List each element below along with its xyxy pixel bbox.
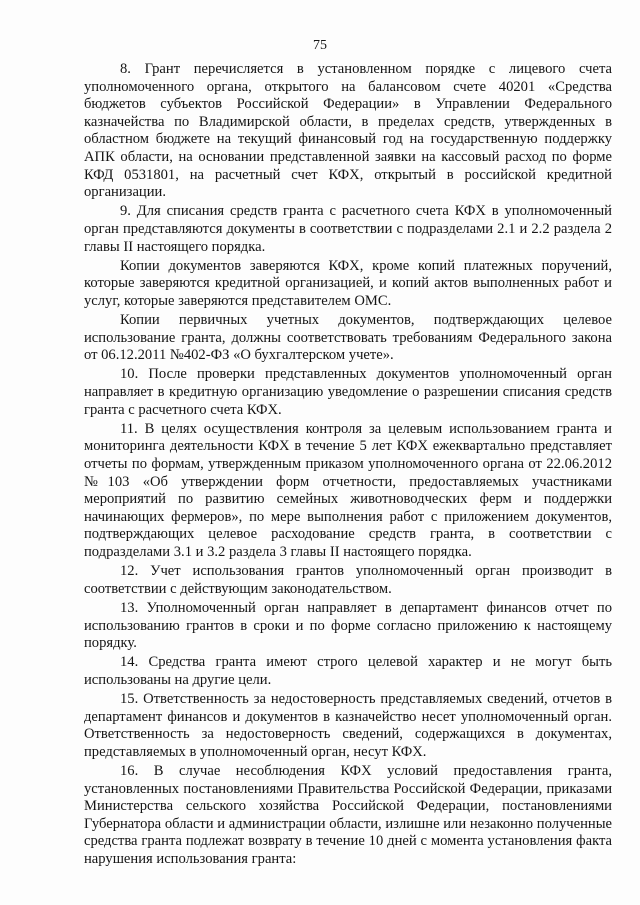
paragraph-12: 12. Учет использования грантов уполномоченный орган производит в соответствии с действующим законодательством. [84, 563, 612, 597]
paragraph-15: 15. Ответственность за недостоверность представляемых сведений, отчетов в департамент финансов и документов в казначейство несет уполномоченный орган. Ответственность за недостоверность сведений, содержащихся в документах, представляемых в уполномоченный орган, несут КФХ. [84, 691, 612, 760]
paragraph-9: 9. Для списания средств гранта с расчетного счета КФХ в уполномоченный орган представляются документы в соответствии с подразделами 2.1 и 2.2 раздела 2 главы II настоящего порядка. [84, 203, 612, 255]
paragraph-9-primary-documents: Копии первичных учетных документов, подтверждающих целевое использование гранта, должны соответствовать требованиям Федерального закона от 06.12.2011 №402-ФЗ «О бухгалтерском учете». [84, 312, 612, 364]
paragraph-8: 8. Грант перечисляется в установленном порядке с лицевого счета уполномоченного органа, открытого на балансовом счете 40201 «Средства бюджетов субъектов Российской Федерации» в Управлении Федерального казначейства по Владимирской области, в пределах средств, утвержденных в областном бюджете на текущий финансовый год на государственную поддержку АПК области, на основании представленной заявки на кассовый расход по форме КФД 0531801, на расчетный счет КФХ, открытый в российской кредитной организации. [84, 61, 612, 201]
paragraph-13: 13. Уполномоченный орган направляет в департамент финансов отчет по использованию грантов в сроки и по форме согласно приложению к настоящему порядку. [84, 599, 612, 652]
paragraph-10: 10. После проверки представленных документов уполномоченный орган направляет в кредитную организацию уведомление о разрешении списания средств гранта с расчетного счета КФХ. [84, 366, 612, 418]
paragraph-9-copies: Копии документов заверяются КФХ, кроме копий платежных поручений, которые заверяются кредитной организацией, и копий актов выполненных работ и услуг, которые заверяются представителем ОМС. [84, 257, 612, 309]
paragraph-16: 16. В случае несоблюдения КФХ условий предоставления гранта, установленных постановлениями Правительства Российской Федерации, приказами Министерства сельского хозяйства Российской Федерации, постановлениями Губернатора области и администрации области, излишне или незаконно полученные средства гранта подлежат возврату в течение 10 дней с момента установления факта нарушения использования гранта: [84, 763, 612, 868]
paragraph-11: 11. В целях осуществления контроля за целевым использованием гранта и мониторинга деятельности КФХ в течение 5 лет КФХ ежеквартально представляет отчеты по формам, утвержденным приказом уполномоченного органа от 22.06.2012 №103 «Об утверждении форм отчетности, предоставляемых участниками мероприятий по развитию семейных животноводческих ферм и поддержки начинающих фермеров», по мере выполнения работ с приложением документов, подтверждающих целевое расходование средств гранта, в соответствии с подразделами 3.1 и 3.2 раздела 3 главы II настоящего порядка. [84, 420, 612, 560]
page-number: 75 [313, 38, 327, 53]
paragraph-14: 14. Средства гранта имеют строго целевой характер и не могут быть использованы на другие цели. [84, 654, 612, 688]
document-body [84, 61, 612, 869]
